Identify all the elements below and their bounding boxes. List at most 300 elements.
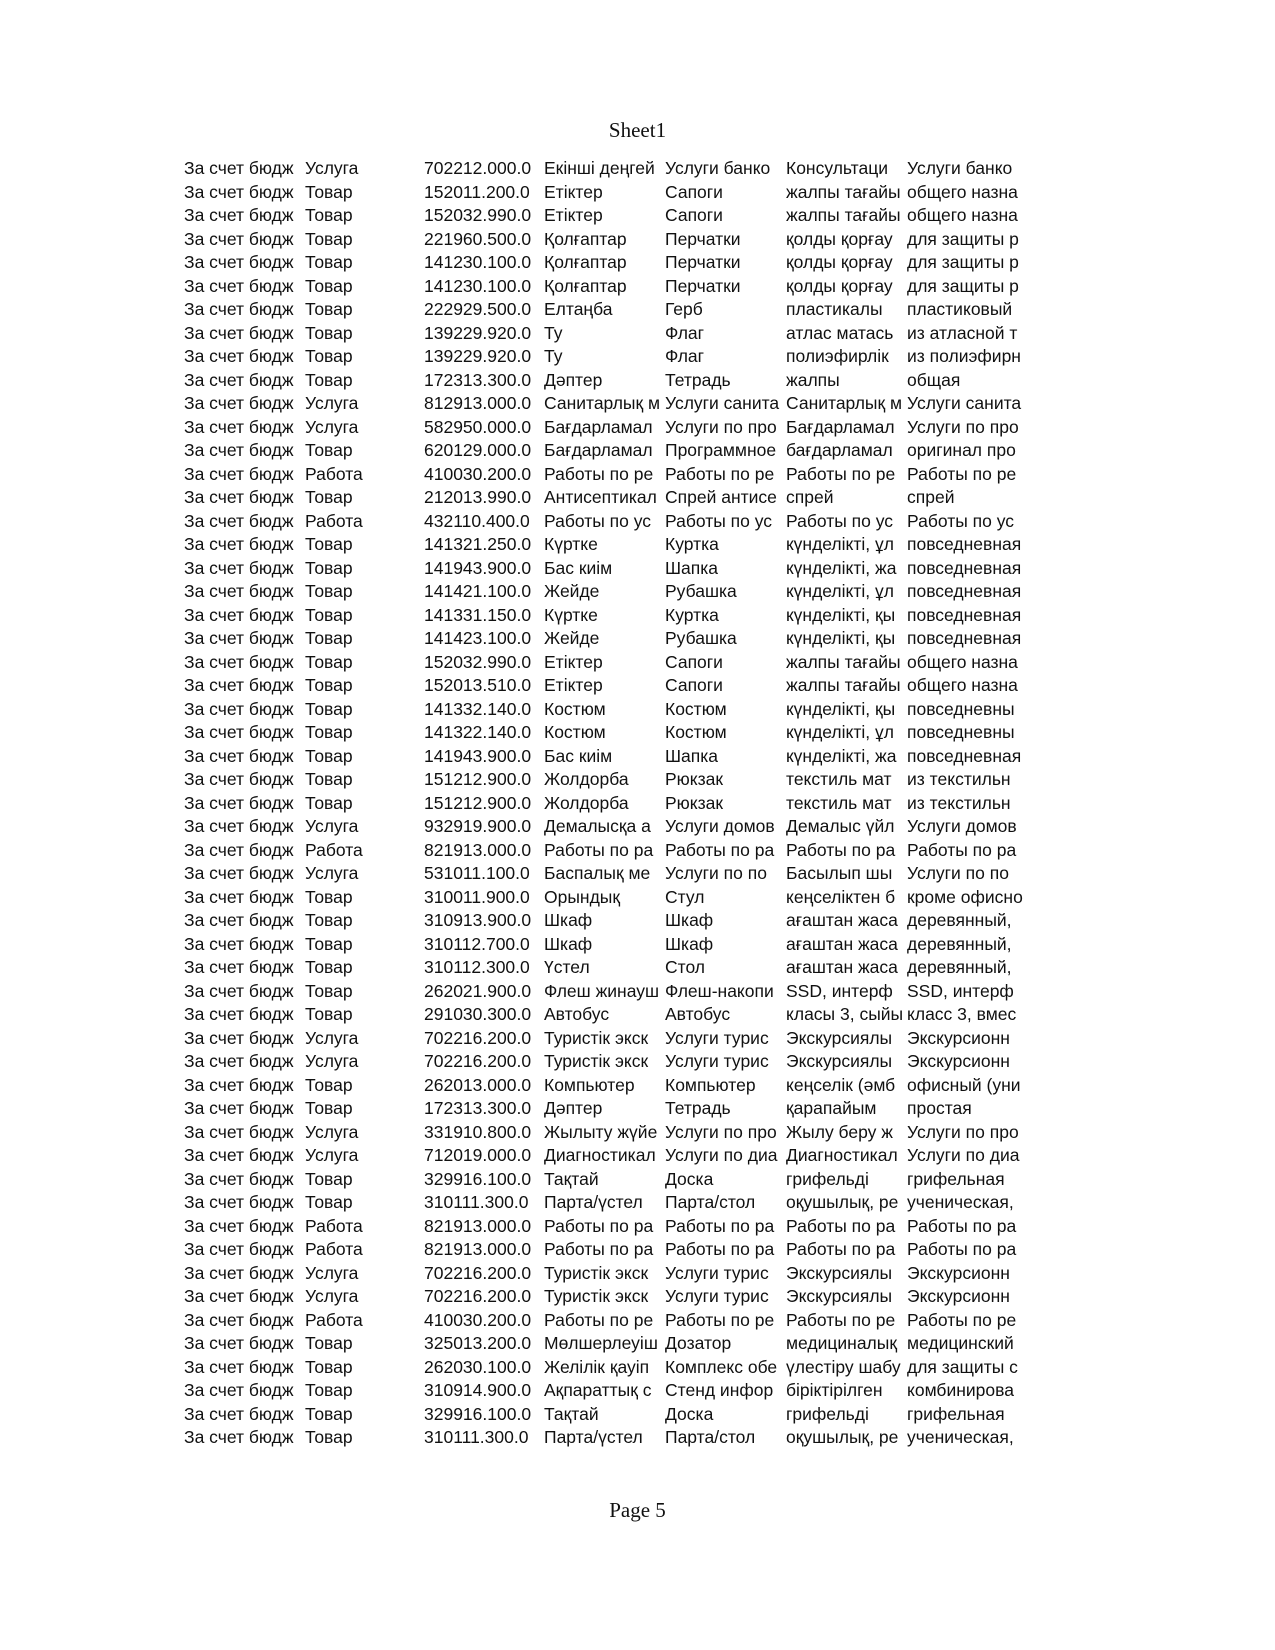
desc-ru-cell: для защиты с: [907, 1356, 1018, 1377]
desc-kz-cell: біріктірілген: [786, 1380, 883, 1400]
type-cell: Товар: [305, 792, 353, 813]
name-ru-cell: Флеш-накопи: [665, 980, 774, 1001]
funding-source-cell: За счет бюдж: [184, 980, 294, 1001]
desc-kz-cell: күнделікті, қы: [786, 698, 896, 719]
desc-ru-cell: Экскурсионн: [907, 1051, 1010, 1071]
table-row: [184, 1050, 1028, 1074]
code-cell: 821913.000.0: [424, 1239, 532, 1259]
name-kz-cell: Екінші деңгей: [544, 158, 655, 178]
table-row: [184, 392, 1028, 416]
table-row: [184, 1074, 1028, 1098]
funding-source-cell: За счет бюдж: [184, 839, 294, 860]
code-cell: 410030.200.0: [424, 463, 532, 484]
type-cell: Товар: [305, 181, 353, 202]
desc-kz-cell: жалпы: [786, 369, 840, 390]
type-cell: Товар: [305, 628, 353, 648]
table-row: [184, 956, 1028, 980]
type-cell: Товар: [305, 1356, 353, 1377]
desc-ru-cell: общего назна: [907, 651, 1018, 672]
funding-source-cell: За счет бюдж: [184, 769, 294, 789]
table-row: [184, 604, 1028, 628]
type-cell: Товар: [305, 1098, 353, 1118]
table-row: [184, 1027, 1028, 1051]
table-row: [184, 839, 1028, 863]
name-ru-cell: Сапоги: [665, 651, 723, 672]
desc-ru-cell: Работы по ре: [907, 1309, 1017, 1330]
table-row: [184, 181, 1028, 205]
name-ru-cell: Флаг: [665, 322, 705, 343]
desc-kz-cell: Демалыс үйл: [786, 816, 895, 836]
name-kz-cell: Баспалық ме: [544, 863, 651, 883]
name-kz-cell: Парта/үстел: [544, 1427, 643, 1447]
name-kz-cell: Орындық: [544, 886, 621, 907]
funding-source-cell: За счет бюдж: [184, 1004, 294, 1024]
type-cell: Товар: [305, 1427, 353, 1447]
desc-ru-cell: Работы по ра: [907, 1215, 1017, 1236]
funding-source-cell: За счет бюдж: [184, 440, 294, 460]
desc-ru-cell: Работы по ра: [907, 839, 1017, 860]
desc-ru-cell: из полиэфирн: [907, 346, 1021, 366]
table-row: [184, 463, 1028, 487]
desc-kz-cell: Работы по ре: [786, 1309, 896, 1330]
name-kz-cell: Жейде: [544, 628, 600, 648]
table-row: [184, 1121, 1028, 1145]
type-cell: Работа: [305, 510, 363, 531]
name-ru-cell: Услуги турис: [665, 1262, 769, 1283]
funding-source-cell: За счет бюдж: [184, 1239, 294, 1259]
desc-kz-cell: үлестіру шабу: [786, 1356, 901, 1377]
desc-kz-cell: Бағдарламал: [786, 416, 895, 437]
desc-kz-cell: пластикалы: [786, 299, 883, 319]
desc-ru-cell: повседневная: [907, 628, 1022, 648]
desc-kz-cell: Санитарлық м: [786, 393, 903, 413]
name-kz-cell: Ақпараттық с: [544, 1380, 652, 1400]
code-cell: 221960.500.0: [424, 228, 532, 249]
funding-source-cell: За счет бюдж: [184, 651, 294, 672]
desc-ru-cell: пластиковый: [907, 299, 1013, 319]
type-cell: Товар: [305, 369, 353, 390]
page-number: Page 5: [609, 1498, 666, 1522]
funding-source-cell: За счет бюдж: [184, 886, 294, 907]
table-row: [184, 416, 1028, 440]
table-row: [184, 674, 1028, 698]
name-kz-cell: Антисептикал: [544, 487, 657, 507]
name-ru-cell: Перчатки: [665, 228, 741, 249]
desc-ru-cell: Услуги домов: [907, 816, 1017, 836]
desc-ru-cell: SSD, интерф: [907, 980, 1014, 1001]
code-cell: 139229.920.0: [424, 346, 532, 366]
funding-source-cell: За счет бюдж: [184, 745, 294, 766]
name-kz-cell: Етіктер: [544, 181, 603, 202]
funding-source-cell: За счет бюдж: [184, 416, 294, 437]
name-kz-cell: Күртке: [544, 534, 598, 554]
name-kz-cell: Жолдорба: [544, 792, 629, 813]
table-row: [184, 439, 1028, 463]
code-cell: 310111.300.0: [424, 1192, 529, 1212]
name-ru-cell: Услуги турис: [665, 1051, 769, 1071]
type-cell: Товар: [305, 604, 353, 625]
name-kz-cell: Компьютер: [544, 1074, 635, 1095]
table-row: [184, 557, 1028, 581]
code-cell: 141230.100.0: [424, 252, 532, 272]
desc-ru-cell: Работы по ра: [907, 1239, 1017, 1259]
table-row: [184, 486, 1028, 510]
desc-ru-cell: простая: [907, 1098, 972, 1118]
table-row: [184, 1215, 1028, 1239]
type-cell: Товар: [305, 1004, 353, 1024]
name-kz-cell: Туристік экск: [544, 1027, 649, 1048]
desc-kz-cell: полиэфирлік: [786, 346, 889, 366]
name-kz-cell: Үстел: [544, 957, 590, 977]
type-cell: Услуга: [305, 1121, 359, 1142]
desc-kz-cell: оқушылық, ре: [786, 1427, 899, 1447]
desc-ru-cell: повседневная: [907, 581, 1022, 601]
table-row: [184, 1168, 1028, 1192]
name-kz-cell: Бағдарламал: [544, 440, 653, 460]
name-ru-cell: Доска: [665, 1403, 714, 1424]
desc-ru-cell: офисный (уни: [907, 1074, 1021, 1095]
desc-kz-cell: күнделікті, қы: [786, 604, 896, 625]
desc-ru-cell: общего назна: [907, 181, 1018, 202]
type-cell: Товар: [305, 440, 353, 460]
name-kz-cell: Парта/үстел: [544, 1192, 643, 1212]
type-cell: Товар: [305, 557, 353, 578]
name-kz-cell: Санитарлық м: [544, 393, 661, 413]
type-cell: Товар: [305, 1074, 353, 1095]
code-cell: 141230.100.0: [424, 275, 532, 296]
funding-source-cell: За счет бюдж: [184, 1356, 294, 1377]
type-cell: Товар: [305, 745, 353, 766]
desc-kz-cell: жалпы тағайы: [786, 205, 901, 225]
name-ru-cell: Комплекс обе: [665, 1356, 778, 1377]
code-cell: 310112.700.0: [424, 933, 530, 954]
funding-source-cell: За счет бюдж: [184, 463, 294, 484]
name-kz-cell: Бас киім: [544, 745, 613, 766]
funding-source-cell: За счет бюдж: [184, 275, 294, 296]
name-kz-cell: Мөлшерлеуіш: [544, 1333, 658, 1353]
name-kz-cell: Желілік қауіп: [544, 1356, 650, 1377]
name-kz-cell: Работы по ра: [544, 839, 654, 860]
table-row: [184, 369, 1028, 393]
desc-kz-cell: Работы по ра: [786, 839, 896, 860]
funding-source-cell: За счет бюдж: [184, 1051, 294, 1071]
funding-source-cell: За счет бюдж: [184, 1286, 294, 1306]
funding-source-cell: За счет бюдж: [184, 322, 294, 343]
desc-ru-cell: оригинал про: [907, 440, 1016, 460]
code-cell: 325013.200.0: [424, 1333, 532, 1353]
type-cell: Товар: [305, 1192, 353, 1212]
code-cell: 141321.250.0: [424, 534, 532, 554]
table-row: [184, 792, 1028, 816]
table-row: [184, 651, 1028, 675]
table-row: [184, 1262, 1028, 1286]
name-kz-cell: Работы по ра: [544, 1215, 654, 1236]
funding-source-cell: За счет бюдж: [184, 1309, 294, 1330]
code-cell: 152011.200.0: [424, 181, 530, 202]
name-ru-cell: Услуги по диа: [665, 1145, 778, 1165]
code-cell: 702212.000.0: [424, 158, 532, 178]
table-row: [184, 533, 1028, 557]
desc-ru-cell: Работы по ус: [907, 510, 1015, 531]
table-row: [184, 204, 1028, 228]
type-cell: Работа: [305, 1309, 363, 1330]
type-cell: Товар: [305, 581, 353, 601]
table-row: [184, 345, 1028, 369]
name-ru-cell: Услуги по про: [665, 416, 777, 437]
name-ru-cell: Программное: [665, 440, 777, 460]
funding-source-cell: За счет бюдж: [184, 228, 294, 249]
desc-kz-cell: SSD, интерф: [786, 980, 893, 1001]
desc-ru-cell: общая: [907, 369, 961, 390]
funding-source-cell: За счет бюдж: [184, 1215, 294, 1236]
desc-ru-cell: медицинский: [907, 1333, 1014, 1353]
table-row: [184, 228, 1028, 252]
funding-source-cell: За счет бюдж: [184, 1427, 294, 1447]
name-kz-cell: Қолғаптар: [544, 252, 627, 272]
table-row: [184, 933, 1028, 957]
desc-ru-cell: повседневная: [907, 745, 1022, 766]
name-kz-cell: Диагностикал: [544, 1145, 656, 1165]
desc-kz-cell: медициналық: [786, 1333, 898, 1353]
funding-source-cell: За счет бюдж: [184, 792, 294, 813]
code-cell: 141332.140.0: [424, 698, 532, 719]
desc-ru-cell: деревянный,: [907, 957, 1012, 977]
funding-source-cell: За счет бюдж: [184, 1192, 294, 1212]
desc-kz-cell: класы 3, сыйы: [786, 1004, 904, 1024]
name-ru-cell: Сапоги: [665, 181, 723, 202]
funding-source-cell: За счет бюдж: [184, 393, 294, 413]
name-ru-cell: Герб: [665, 299, 703, 319]
desc-kz-cell: қолды қорғау: [786, 252, 893, 272]
funding-source-cell: За счет бюдж: [184, 1168, 294, 1189]
name-kz-cell: Етіктер: [544, 205, 603, 225]
type-cell: Товар: [305, 675, 353, 695]
desc-ru-cell: класс 3, вмес: [907, 1004, 1017, 1024]
name-ru-cell: Стенд инфор: [665, 1380, 774, 1400]
desc-ru-cell: из текстильн: [907, 769, 1011, 789]
type-cell: Товар: [305, 957, 353, 977]
type-cell: Услуга: [305, 1027, 359, 1048]
name-kz-cell: Флеш жинауш: [544, 980, 660, 1001]
desc-kz-cell: ағаштан жаса: [786, 933, 898, 954]
code-cell: 262013.000.0: [424, 1074, 532, 1095]
code-cell: 212013.990.0: [424, 487, 532, 507]
desc-kz-cell: спрей: [786, 487, 834, 507]
name-ru-cell: Работы по ре: [665, 1309, 775, 1330]
type-cell: Товар: [305, 487, 353, 507]
code-cell: 310913.900.0: [424, 910, 532, 930]
desc-ru-cell: Услуги по про: [907, 416, 1019, 437]
name-kz-cell: Дәптер: [544, 369, 603, 390]
funding-source-cell: За счет бюдж: [184, 910, 294, 930]
type-cell: Услуга: [305, 863, 359, 883]
name-ru-cell: Услуги турис: [665, 1027, 769, 1048]
name-ru-cell: Перчатки: [665, 252, 741, 272]
table-row: [184, 698, 1028, 722]
funding-source-cell: За счет бюдж: [184, 1074, 294, 1095]
name-ru-cell: Куртка: [665, 534, 719, 554]
type-cell: Товар: [305, 980, 353, 1001]
desc-ru-cell: из атласной т: [907, 322, 1018, 343]
funding-source-cell: За счет бюдж: [184, 698, 294, 719]
name-ru-cell: Дозатор: [665, 1333, 732, 1353]
funding-source-cell: За счет бюдж: [184, 299, 294, 319]
name-kz-cell: Дәптер: [544, 1098, 603, 1118]
desc-kz-cell: күнделікті, ұл: [786, 581, 894, 601]
name-kz-cell: Шкаф: [544, 910, 593, 930]
funding-source-cell: За счет бюдж: [184, 557, 294, 578]
code-cell: 329916.100.0: [424, 1403, 532, 1424]
desc-kz-cell: Жылу беру ж: [786, 1121, 893, 1142]
table-body: [184, 157, 1028, 1450]
name-kz-cell: Ту: [544, 322, 563, 343]
desc-kz-cell: Диагностикал: [786, 1145, 898, 1165]
code-cell: 410030.200.0: [424, 1309, 532, 1330]
name-ru-cell: Костюм: [665, 698, 727, 719]
desc-ru-cell: Услуги по про: [907, 1121, 1019, 1142]
type-cell: Работа: [305, 839, 363, 860]
desc-ru-cell: Экскурсионн: [907, 1027, 1010, 1048]
type-cell: Товар: [305, 205, 353, 225]
desc-kz-cell: Работы по ра: [786, 1239, 896, 1259]
sheet-title: Sheet1: [608, 118, 667, 142]
funding-source-cell: За счет бюдж: [184, 181, 294, 202]
code-cell: 262021.900.0: [424, 980, 532, 1001]
name-kz-cell: Бас киім: [544, 557, 613, 578]
code-cell: 932919.900.0: [424, 816, 532, 836]
desc-kz-cell: кеңселік (әмб: [786, 1074, 896, 1095]
type-cell: Товар: [305, 299, 353, 319]
name-kz-cell: Туристік экск: [544, 1051, 649, 1071]
desc-kz-cell: Работы по ра: [786, 1215, 896, 1236]
name-ru-cell: Рубашка: [665, 581, 737, 601]
funding-source-cell: За счет бюдж: [184, 369, 294, 390]
name-ru-cell: Сапоги: [665, 205, 723, 225]
table-row: [184, 1003, 1028, 1027]
table-row: [184, 322, 1028, 346]
desc-ru-cell: Услуги санита: [907, 393, 1022, 413]
desc-kz-cell: Экскурсиялы: [786, 1027, 893, 1048]
funding-source-cell: За счет бюдж: [184, 205, 294, 225]
desc-ru-cell: повседневны: [907, 722, 1015, 742]
type-cell: Товар: [305, 228, 353, 249]
code-cell: 222929.500.0: [424, 299, 532, 319]
name-kz-cell: Күртке: [544, 604, 598, 625]
code-cell: 172313.300.0: [424, 369, 532, 390]
table-row: [184, 1309, 1028, 1333]
name-ru-cell: Шапка: [665, 745, 719, 766]
type-cell: Услуга: [305, 158, 359, 178]
name-ru-cell: Работы по ра: [665, 1239, 775, 1259]
name-ru-cell: Перчатки: [665, 275, 741, 296]
name-ru-cell: Куртка: [665, 604, 719, 625]
code-cell: 531011.100.0: [424, 863, 530, 883]
desc-ru-cell: комбинирова: [907, 1380, 1014, 1400]
desc-ru-cell: для защиты р: [907, 228, 1019, 249]
desc-kz-cell: күнделікті, қы: [786, 628, 896, 648]
desc-ru-cell: для защиты р: [907, 275, 1019, 296]
desc-ru-cell: общего назна: [907, 675, 1018, 695]
table-row: [184, 768, 1028, 792]
code-cell: 331910.800.0: [424, 1121, 532, 1142]
name-ru-cell: Компьютер: [665, 1074, 756, 1095]
funding-source-cell: За счет бюдж: [184, 487, 294, 507]
desc-kz-cell: атлас матась: [786, 322, 894, 343]
table-row: [184, 1332, 1028, 1356]
name-ru-cell: Услуги по по: [665, 863, 767, 883]
name-kz-cell: Жейде: [544, 581, 600, 601]
name-kz-cell: Демалысқа а: [544, 816, 651, 836]
type-cell: Товар: [305, 1403, 353, 1424]
desc-ru-cell: грифельная: [907, 1403, 1005, 1424]
funding-source-cell: За счет бюдж: [184, 581, 294, 601]
funding-source-cell: За счет бюдж: [184, 1145, 294, 1165]
code-cell: 702216.200.0: [424, 1027, 532, 1048]
table-row: [184, 1285, 1028, 1309]
desc-kz-cell: грифельді: [786, 1403, 869, 1424]
type-cell: Товар: [305, 886, 353, 907]
type-cell: Товар: [305, 275, 353, 296]
code-cell: 329916.100.0: [424, 1168, 532, 1189]
name-kz-cell: Костюм: [544, 722, 606, 742]
funding-source-cell: За счет бюдж: [184, 534, 294, 554]
code-cell: 172313.300.0: [424, 1098, 532, 1118]
desc-ru-cell: ученическая,: [907, 1427, 1014, 1447]
name-kz-cell: Тақтай: [544, 1168, 599, 1189]
name-kz-cell: Бағдарламал: [544, 416, 653, 437]
name-ru-cell: Работы по ре: [665, 463, 775, 484]
type-cell: Услуга: [305, 393, 359, 413]
name-ru-cell: Костюм: [665, 722, 727, 742]
name-kz-cell: Работы по ра: [544, 1239, 654, 1259]
funding-source-cell: За счет бюдж: [184, 1333, 294, 1353]
desc-ru-cell: общего назна: [907, 205, 1018, 225]
code-cell: 812913.000.0: [424, 393, 532, 413]
desc-kz-cell: грифельді: [786, 1168, 869, 1189]
funding-source-cell: За счет бюдж: [184, 628, 294, 648]
type-cell: Услуга: [305, 1286, 359, 1306]
code-cell: 141423.100.0: [424, 628, 532, 648]
name-ru-cell: Рубашка: [665, 628, 737, 648]
code-cell: 702216.200.0: [424, 1286, 532, 1306]
name-ru-cell: Услуги турис: [665, 1286, 769, 1306]
name-ru-cell: Парта/стол: [665, 1192, 756, 1212]
type-cell: Товар: [305, 1168, 353, 1189]
code-cell: 712019.000.0: [424, 1145, 532, 1165]
table-row: [184, 1403, 1028, 1427]
name-ru-cell: Тетрадь: [665, 369, 731, 390]
desc-kz-cell: ағаштан жаса: [786, 910, 898, 930]
type-cell: Услуга: [305, 416, 359, 437]
table-row: [184, 580, 1028, 604]
type-cell: Товар: [305, 722, 353, 742]
type-cell: Товар: [305, 1380, 353, 1400]
type-cell: Товар: [305, 698, 353, 719]
name-ru-cell: Сапоги: [665, 675, 723, 695]
table-row: [184, 1379, 1028, 1403]
name-kz-cell: Автобус: [544, 1004, 610, 1024]
name-ru-cell: Работы по ус: [665, 510, 773, 531]
desc-kz-cell: Басылып шы: [786, 863, 893, 883]
code-cell: 139229.920.0: [424, 322, 532, 343]
table-row: [184, 1356, 1028, 1380]
desc-kz-cell: текстиль мат: [786, 792, 892, 813]
desc-kz-cell: жалпы тағайы: [786, 181, 901, 202]
funding-source-cell: За счет бюдж: [184, 346, 294, 366]
desc-ru-cell: для защиты р: [907, 252, 1019, 272]
name-kz-cell: Ту: [544, 346, 563, 366]
code-cell: 141322.140.0: [424, 722, 532, 742]
